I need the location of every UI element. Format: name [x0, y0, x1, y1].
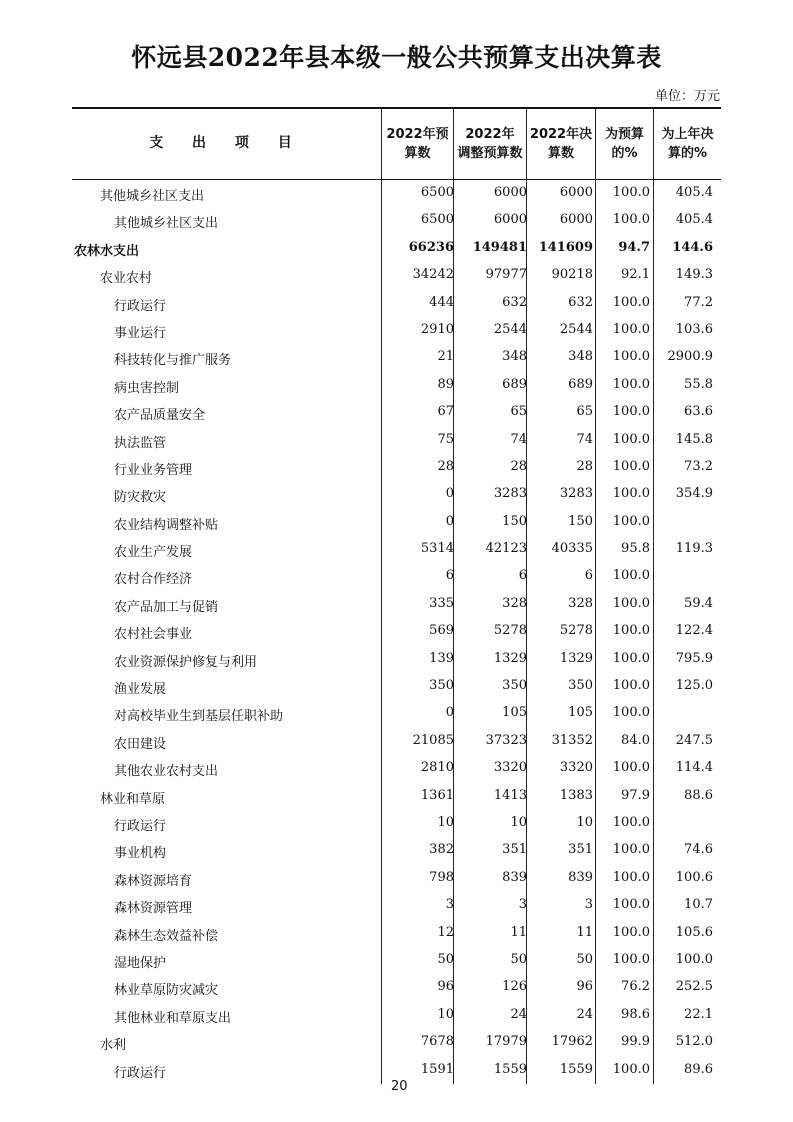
cell-pct-last: 145.8: [675, 431, 713, 447]
cell-final: 141609: [538, 239, 593, 255]
table-row: [72, 373, 721, 400]
cell-budget: 6500: [420, 185, 454, 200]
cell-pct-budget: 76.2: [621, 979, 650, 995]
cell-adjusted: 3283: [493, 486, 527, 502]
cell-pct-last: 405.4: [675, 185, 713, 200]
header-adjusted: 2022年 调整预算数: [457, 126, 523, 161]
cell-final: 96: [576, 979, 593, 995]
row-item-name: 对高校毕业生到基层任职补助: [114, 709, 284, 725]
cell-budget: 139: [429, 650, 454, 666]
cell-adjusted: 5278: [493, 623, 527, 639]
table-row: [72, 181, 721, 208]
cell-final: 348: [568, 349, 593, 365]
table-row: [72, 921, 721, 948]
table-row: [72, 455, 721, 482]
cell-adjusted: 74: [510, 431, 527, 447]
cell-budget: 67: [437, 404, 454, 420]
cell-budget: 335: [429, 595, 454, 611]
cell-pct-last: 105.6: [675, 924, 713, 940]
cell-final: 6: [584, 568, 593, 584]
table-row: [72, 318, 721, 345]
cell-pct-last: 88.6: [684, 787, 713, 803]
row-item-name: 林业和草原: [100, 791, 166, 807]
table-body: [72, 181, 721, 1085]
cell-budget: 21: [437, 349, 454, 365]
cell-budget: 75: [437, 431, 454, 447]
cell-final: 2544: [559, 321, 593, 337]
row-item-name: 行政运行: [114, 1065, 167, 1081]
table-row: [72, 619, 721, 646]
row-item-name: 行业业务管理: [114, 462, 193, 478]
cell-pct-budget: 100.0: [612, 349, 650, 365]
cell-final: 6000: [559, 212, 593, 228]
cell-adjusted: 839: [502, 869, 527, 885]
cell-pct-last: 55.8: [684, 376, 713, 392]
table-row: [72, 866, 721, 893]
cell-budget: 0: [445, 513, 454, 529]
row-item-name: 行政运行: [114, 298, 167, 314]
cell-pct-budget: 100.0: [612, 623, 650, 639]
cell-pct-last: 354.9: [675, 486, 713, 502]
row-item-name: 农林水支出: [74, 243, 140, 259]
row-item-name: 农村合作经济: [114, 572, 193, 588]
cell-pct-budget: 100.0: [612, 650, 650, 666]
cell-final: 5278: [559, 623, 593, 639]
row-item-name: 其他城乡社区支出: [100, 189, 205, 204]
table-row: [72, 1030, 721, 1057]
cell-adjusted: 350: [502, 678, 527, 694]
cell-final: 3: [584, 897, 593, 913]
cell-budget: 798: [429, 869, 454, 885]
cell-budget: 28: [437, 458, 454, 474]
table-row: [72, 838, 721, 865]
cell-pct-budget: 100.0: [612, 404, 650, 420]
cell-pct-budget: 99.9: [621, 1034, 650, 1050]
cell-adjusted: 37323: [485, 732, 527, 748]
cell-adjusted: 42123: [485, 541, 527, 557]
table-row: [72, 537, 721, 564]
cell-adjusted: 1329: [493, 650, 527, 666]
cell-pct-budget: 100.0: [612, 678, 650, 694]
cell-pct-last: 122.4: [675, 623, 713, 639]
cell-adjusted: 3: [518, 897, 527, 913]
cell-adjusted: 50: [510, 951, 527, 967]
cell-final: 1559: [559, 1061, 593, 1077]
cell-pct-budget: 100.0: [612, 212, 650, 228]
row-item-name: 其他城乡社区支出: [114, 216, 219, 232]
cell-final: 632: [568, 294, 593, 310]
cell-final: 17962: [551, 1034, 593, 1050]
cell-pct-last: 89.6: [684, 1061, 713, 1077]
cell-pct-last: 77.2: [684, 294, 713, 310]
cell-final: 28: [576, 458, 593, 474]
cell-adjusted: 65: [510, 404, 527, 420]
cell-final: 839: [568, 869, 593, 885]
unit-label: 单位：万元: [654, 89, 720, 104]
row-item-name: 林业草原防灾减灾: [114, 983, 219, 999]
row-item-name: 水利: [100, 1038, 127, 1054]
table-row: [72, 400, 721, 427]
header-pct-last: 为上年决 算的%: [661, 126, 714, 161]
header-pct-budget: 为预算 的%: [604, 126, 644, 161]
cell-adjusted: 126: [502, 979, 527, 995]
cell-budget: 34242: [412, 267, 454, 283]
cell-pct-last: 247.5: [675, 732, 713, 748]
cell-final: 351: [568, 842, 593, 858]
table-row: [72, 784, 721, 811]
cell-budget: 0: [445, 705, 454, 721]
cell-final: 689: [568, 376, 593, 392]
cell-budget: 2910: [420, 321, 454, 337]
cell-budget: 569: [429, 623, 454, 639]
cell-adjusted: 10: [510, 814, 527, 830]
cell-pct-budget: 100.0: [612, 458, 650, 474]
row-item-name: 农业农村: [100, 271, 153, 287]
table-row: [72, 811, 721, 838]
table-row: [72, 674, 721, 701]
row-item-name: 农田建设: [114, 736, 167, 752]
cell-pct-budget: 92.1: [621, 267, 650, 283]
cell-adjusted: 24: [510, 1006, 527, 1022]
cell-budget: 6: [445, 568, 454, 584]
cell-pct-budget: 100.0: [612, 376, 650, 392]
cell-pct-budget: 100.0: [612, 568, 650, 584]
cell-adjusted: 11: [510, 924, 527, 940]
row-item-name: 农业资源保护修复与利用: [114, 654, 258, 670]
cell-budget: 10: [437, 1006, 454, 1022]
header-item: 支 出 项 目: [149, 135, 304, 151]
table-row: [72, 345, 721, 372]
cell-pct-budget: 84.0: [621, 732, 650, 748]
row-item-name: 科技转化与推广服务: [114, 353, 232, 369]
cell-final: 328: [568, 595, 593, 611]
cell-budget: 50: [437, 951, 454, 967]
cell-adjusted: 6000: [493, 212, 527, 228]
table-row: [72, 948, 721, 975]
row-item-name: 事业运行: [114, 325, 167, 341]
cell-adjusted: 6000: [493, 185, 527, 200]
cell-budget: 89: [437, 376, 454, 392]
row-item-name: 农村社会事业: [114, 627, 193, 643]
cell-pct-last: 103.6: [675, 321, 713, 337]
cell-adjusted: 1559: [493, 1061, 527, 1077]
cell-pct-budget: 100.0: [612, 431, 650, 447]
cell-final: 40335: [551, 541, 593, 557]
table-row: [72, 756, 721, 783]
cell-budget: 5314: [420, 541, 454, 557]
cell-final: 1383: [559, 787, 593, 803]
page-title: 怀远县2022年县本级一般公共预算支出决算表: [131, 43, 662, 72]
cell-adjusted: 328: [502, 595, 527, 611]
page-number: 20: [391, 1079, 408, 1094]
cell-pct-last: 74.6: [684, 842, 713, 858]
cell-final: 31352: [551, 732, 593, 748]
cell-pct-budget: 100.0: [612, 513, 650, 529]
table-row: [72, 592, 721, 619]
cell-pct-budget: 94.7: [618, 239, 650, 255]
cell-pct-budget: 100.0: [612, 951, 650, 967]
row-item-name: 渔业发展: [114, 682, 167, 698]
cell-adjusted: 3320: [493, 760, 527, 776]
cell-pct-last: 59.4: [684, 595, 713, 611]
table-row: [72, 647, 721, 674]
cell-adjusted: 97977: [485, 267, 527, 283]
cell-adjusted: 28: [510, 458, 527, 474]
cell-pct-budget: 100.0: [612, 842, 650, 858]
cell-budget: 10: [437, 814, 454, 830]
cell-pct-last: 73.2: [684, 458, 713, 474]
cell-final: 150: [568, 513, 593, 529]
cell-pct-last: 63.6: [684, 404, 713, 420]
table-row: [72, 564, 721, 591]
cell-final: 24: [576, 1006, 593, 1022]
cell-final: 1329: [559, 650, 593, 666]
table-header-rule: [72, 179, 721, 180]
cell-pct-budget: 97.9: [621, 787, 650, 803]
row-item-name: 农业结构调整补贴: [114, 517, 219, 533]
cell-budget: 7678: [420, 1034, 454, 1050]
cell-pct-budget: 100.0: [612, 869, 650, 885]
cell-pct-last: 10.7: [684, 897, 713, 913]
cell-final: 105: [568, 705, 593, 721]
row-item-name: 农产品加工与促销: [114, 599, 219, 615]
cell-final: 65: [576, 404, 593, 420]
cell-budget: 350: [429, 678, 454, 694]
cell-budget: 1361: [420, 787, 454, 803]
row-item-name: 森林资源管理: [114, 901, 193, 917]
row-item-name: 事业机构: [114, 846, 167, 862]
row-item-name: 湿地保护: [114, 955, 167, 971]
cell-budget: 2810: [420, 760, 454, 776]
cell-pct-budget: 100.0: [612, 814, 650, 830]
cell-final: 3283: [559, 486, 593, 502]
table-row: [72, 701, 721, 728]
cell-adjusted: 17979: [485, 1034, 527, 1050]
table-row: [72, 729, 721, 756]
row-item-name: 其他农业农村支出: [114, 764, 219, 780]
row-item-name: 农业生产发展: [114, 545, 193, 561]
cell-budget: 444: [429, 294, 454, 310]
cell-pct-budget: 98.6: [621, 1006, 650, 1022]
cell-final: 11: [576, 924, 593, 940]
cell-final: 3320: [559, 760, 593, 776]
table-row: [72, 291, 721, 318]
cell-pct-last: 149.3: [675, 267, 713, 283]
cell-final: 50: [576, 951, 593, 967]
cell-adjusted: 150: [502, 513, 527, 529]
cell-pct-budget: 100.0: [612, 705, 650, 721]
header-budget: 2022年预 算数: [386, 126, 449, 161]
cell-final: 90218: [551, 267, 593, 283]
row-item-name: 农产品质量安全: [114, 408, 206, 424]
cell-budget: 96: [437, 979, 454, 995]
table-row: [72, 208, 721, 235]
table-row: [72, 1003, 721, 1030]
cell-pct-last: 795.9: [675, 650, 713, 666]
cell-pct-last: 22.1: [684, 1006, 713, 1022]
cell-pct-budget: 100.0: [612, 897, 650, 913]
cell-budget: 21085: [412, 732, 454, 748]
cell-budget: 0: [445, 486, 454, 502]
cell-pct-budget: 95.8: [621, 541, 650, 557]
row-item-name: 执法监管: [114, 435, 167, 451]
header-final: 2022年决 算数: [529, 126, 593, 161]
cell-budget: 6500: [420, 212, 454, 228]
row-item-name: 行政运行: [114, 818, 167, 834]
table-row: [72, 482, 721, 509]
cell-adjusted: 348: [502, 349, 527, 365]
row-item-name: 防灾救灾: [114, 490, 167, 506]
cell-adjusted: 105: [502, 705, 527, 721]
cell-pct-budget: 100.0: [612, 486, 650, 502]
table-row: [72, 263, 721, 290]
table-row: [72, 428, 721, 455]
row-item-name: 森林资源培育: [114, 873, 193, 889]
table-row: [72, 893, 721, 920]
cell-pct-last: 2900.9: [667, 349, 713, 365]
cell-budget: 12: [437, 924, 454, 940]
cell-final: 350: [568, 678, 593, 694]
cell-budget: 3: [445, 897, 454, 913]
cell-pct-last: 512.0: [675, 1034, 713, 1050]
cell-pct-budget: 100.0: [612, 595, 650, 611]
cell-pct-last: 405.4: [675, 212, 713, 228]
cell-pct-budget: 100.0: [612, 760, 650, 776]
cell-pct-last: 100.6: [675, 869, 713, 885]
cell-budget: 66236: [408, 239, 454, 255]
cell-budget: 382: [429, 842, 454, 858]
cell-pct-last: 125.0: [675, 678, 713, 694]
cell-adjusted: 351: [502, 842, 527, 858]
cell-adjusted: 632: [502, 294, 527, 310]
cell-adjusted: 6: [518, 568, 527, 584]
cell-pct-budget: 100.0: [612, 185, 650, 200]
cell-pct-budget: 100.0: [612, 294, 650, 310]
cell-pct-last: 144.6: [672, 239, 713, 255]
table-row: [72, 510, 721, 537]
cell-adjusted: 2544: [493, 321, 527, 337]
cell-adjusted: 1413: [493, 787, 527, 803]
cell-pct-budget: 100.0: [612, 1061, 650, 1077]
cell-budget: 1591: [420, 1061, 454, 1077]
cell-adjusted: 149481: [472, 239, 527, 255]
cell-pct-budget: 100.0: [612, 321, 650, 337]
cell-pct-last: 100.0: [675, 951, 713, 967]
table-row: [72, 236, 721, 263]
cell-pct-last: 119.3: [675, 541, 713, 557]
cell-final: 6000: [559, 185, 593, 200]
cell-pct-last: 114.4: [675, 760, 713, 776]
cell-pct-budget: 100.0: [612, 924, 650, 940]
table-row: [72, 975, 721, 1002]
cell-pct-last: 252.5: [675, 979, 713, 995]
cell-adjusted: 689: [502, 376, 527, 392]
cell-final: 74: [576, 431, 593, 447]
row-item-name: 病虫害控制: [114, 380, 180, 396]
cell-final: 10: [576, 814, 593, 830]
row-item-name: 其他林业和草原支出: [114, 1010, 232, 1026]
row-item-name: 森林生态效益补偿: [114, 928, 219, 944]
